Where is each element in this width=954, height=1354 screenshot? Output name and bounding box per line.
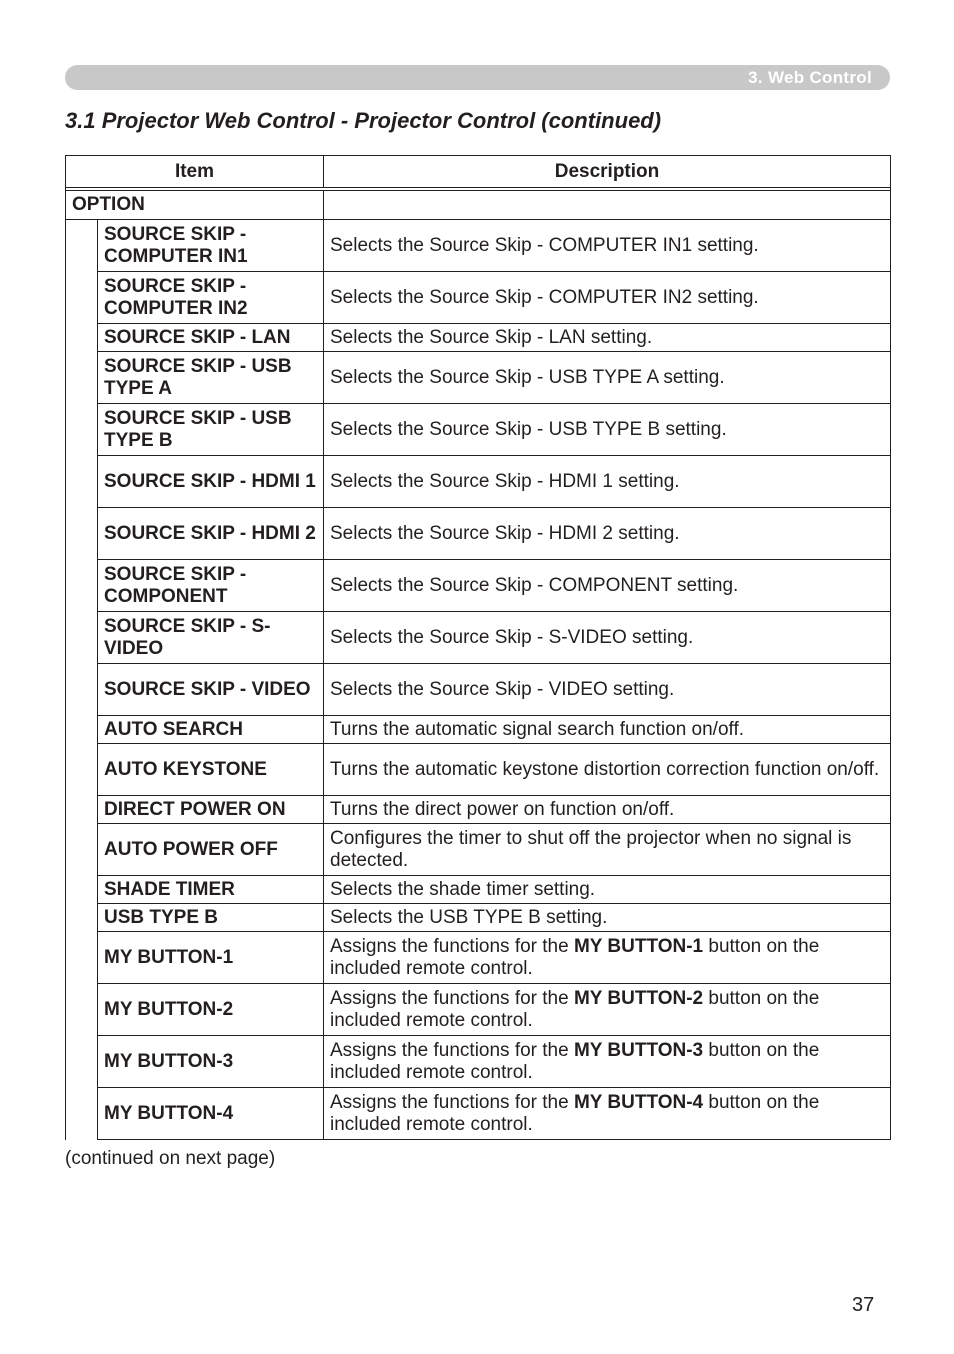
indent-cell <box>66 456 98 508</box>
description-cell: Configures the timer to shut off the projector when no signal is detected. <box>324 824 891 876</box>
header-bar <box>65 65 890 90</box>
option-table <box>65 155 891 1140</box>
indent-cell <box>66 796 98 824</box>
item-cell: AUTO SEARCH <box>98 716 324 744</box>
indent-cell <box>66 984 98 1036</box>
table-row <box>66 984 891 1036</box>
indent-cell <box>66 612 98 664</box>
description-cell: Selects the Source Skip - S-VIDEO setting. <box>324 612 891 664</box>
table-row <box>66 932 891 984</box>
table-row <box>66 272 891 324</box>
item-cell: SOURCE SKIP - S-VIDEO <box>98 612 324 664</box>
description-cell <box>324 984 891 1036</box>
page-title: 3.1 Projector Web Control - Projector Control (continued) <box>65 108 662 133</box>
table-header-row <box>66 156 891 188</box>
description-cell: Selects the Source Skip - LAN setting. <box>324 324 891 352</box>
description-bold-term: MY BUTTON-4 <box>573 1091 704 1113</box>
indent-cell <box>66 876 98 904</box>
table-row <box>66 904 891 932</box>
table-row <box>66 1088 891 1140</box>
description-cell: Selects the Source Skip - HDMI 2 setting. <box>324 508 891 560</box>
table-row <box>66 744 891 796</box>
indent-cell <box>66 932 98 984</box>
item-cell: SOURCE SKIP - COMPUTER IN1 <box>98 220 324 272</box>
table-row <box>66 508 891 560</box>
table-row <box>66 220 891 272</box>
indent-cell <box>66 352 98 404</box>
item-cell: AUTO KEYSTONE <box>98 744 324 796</box>
description-text: Assigns the functions for the <box>330 935 574 957</box>
indent-cell <box>66 744 98 796</box>
item-cell: SOURCE SKIP - VIDEO <box>98 664 324 716</box>
indent-cell <box>66 560 98 612</box>
column-header-description: Description <box>324 156 891 188</box>
indent-cell <box>66 272 98 324</box>
item-cell: SOURCE SKIP - COMPONENT <box>98 560 324 612</box>
description-cell: Selects the Source Skip - USB TYPE A setting. <box>324 352 891 404</box>
table-row <box>66 664 891 716</box>
item-cell: AUTO POWER OFF <box>98 824 324 876</box>
table-row <box>66 560 891 612</box>
description-cell: Selects the Source Skip - COMPUTER IN1 setting. <box>324 220 891 272</box>
continued-note: (continued on next page) <box>65 1148 276 1169</box>
item-cell: MY BUTTON-2 <box>98 984 324 1036</box>
indent-cell <box>66 664 98 716</box>
description-text: button on the included remote control. <box>330 1039 825 1083</box>
description-bold-term: MY BUTTON-1 <box>573 935 704 957</box>
description-cell <box>324 1036 891 1088</box>
indent-cell <box>66 324 98 352</box>
description-cell: Turns the automatic signal search function on/off. <box>324 716 891 744</box>
description-cell: Selects the Source Skip - COMPUTER IN2 setting. <box>324 272 891 324</box>
table-row <box>66 404 891 456</box>
item-cell: SOURCE SKIP - HDMI 1 <box>98 456 324 508</box>
indent-cell <box>66 904 98 932</box>
group-row <box>66 191 891 220</box>
table-row <box>66 876 891 904</box>
description-text: Assigns the functions for the <box>330 987 574 1009</box>
indent-cell <box>66 1088 98 1140</box>
group-label: OPTION <box>66 191 324 220</box>
item-cell: USB TYPE B <box>98 904 324 932</box>
description-text: button on the included remote control. <box>330 1091 825 1135</box>
item-cell: SOURCE SKIP - HDMI 2 <box>98 508 324 560</box>
indent-cell <box>66 1036 98 1088</box>
description-cell: Selects the Source Skip - USB TYPE B setting. <box>324 404 891 456</box>
description-cell: Selects the Source Skip - COMPONENT setting. <box>324 560 891 612</box>
item-cell: DIRECT POWER ON <box>98 796 324 824</box>
item-cell: MY BUTTON-3 <box>98 1036 324 1088</box>
description-text: button on the included remote control. <box>330 935 825 979</box>
description-cell <box>324 932 891 984</box>
indent-cell <box>66 404 98 456</box>
item-cell: MY BUTTON-1 <box>98 932 324 984</box>
column-header-item: Item <box>66 156 324 188</box>
description-cell: Turns the direct power on function on/off. <box>324 796 891 824</box>
description-text: Assigns the functions for the <box>330 1091 574 1113</box>
page-number: 37 <box>852 1294 875 1316</box>
description-text: button on the included remote control. <box>330 987 825 1031</box>
item-cell: SHADE TIMER <box>98 876 324 904</box>
indent-cell <box>66 220 98 272</box>
description-cell: Selects the USB TYPE B setting. <box>324 904 891 932</box>
item-cell: SOURCE SKIP - USB TYPE B <box>98 404 324 456</box>
header-section-label: 3. Web Control <box>748 68 872 87</box>
table-row <box>66 716 891 744</box>
table-row <box>66 796 891 824</box>
table-row <box>66 1036 891 1088</box>
indent-cell <box>66 716 98 744</box>
indent-cell <box>66 508 98 560</box>
description-cell: Selects the Source Skip - VIDEO setting. <box>324 664 891 716</box>
item-cell: SOURCE SKIP - COMPUTER IN2 <box>98 272 324 324</box>
indent-cell <box>66 824 98 876</box>
description-cell: Turns the automatic keystone distortion correction function on/off. <box>324 744 891 796</box>
table-row <box>66 824 891 876</box>
table-row <box>66 352 891 404</box>
item-cell: SOURCE SKIP - USB TYPE A <box>98 352 324 404</box>
item-cell: SOURCE SKIP - LAN <box>98 324 324 352</box>
description-bold-term: MY BUTTON-2 <box>573 987 704 1009</box>
description-text: Assigns the functions for the <box>330 1039 574 1061</box>
item-cell: MY BUTTON-4 <box>98 1088 324 1140</box>
description-cell <box>324 1088 891 1140</box>
description-cell: Selects the Source Skip - HDMI 1 setting. <box>324 456 891 508</box>
description-cell: Selects the shade timer setting. <box>324 876 891 904</box>
table-row <box>66 612 891 664</box>
group-desc-empty <box>324 191 891 220</box>
table-row <box>66 324 891 352</box>
table-row <box>66 456 891 508</box>
description-bold-term: MY BUTTON-3 <box>573 1039 704 1061</box>
